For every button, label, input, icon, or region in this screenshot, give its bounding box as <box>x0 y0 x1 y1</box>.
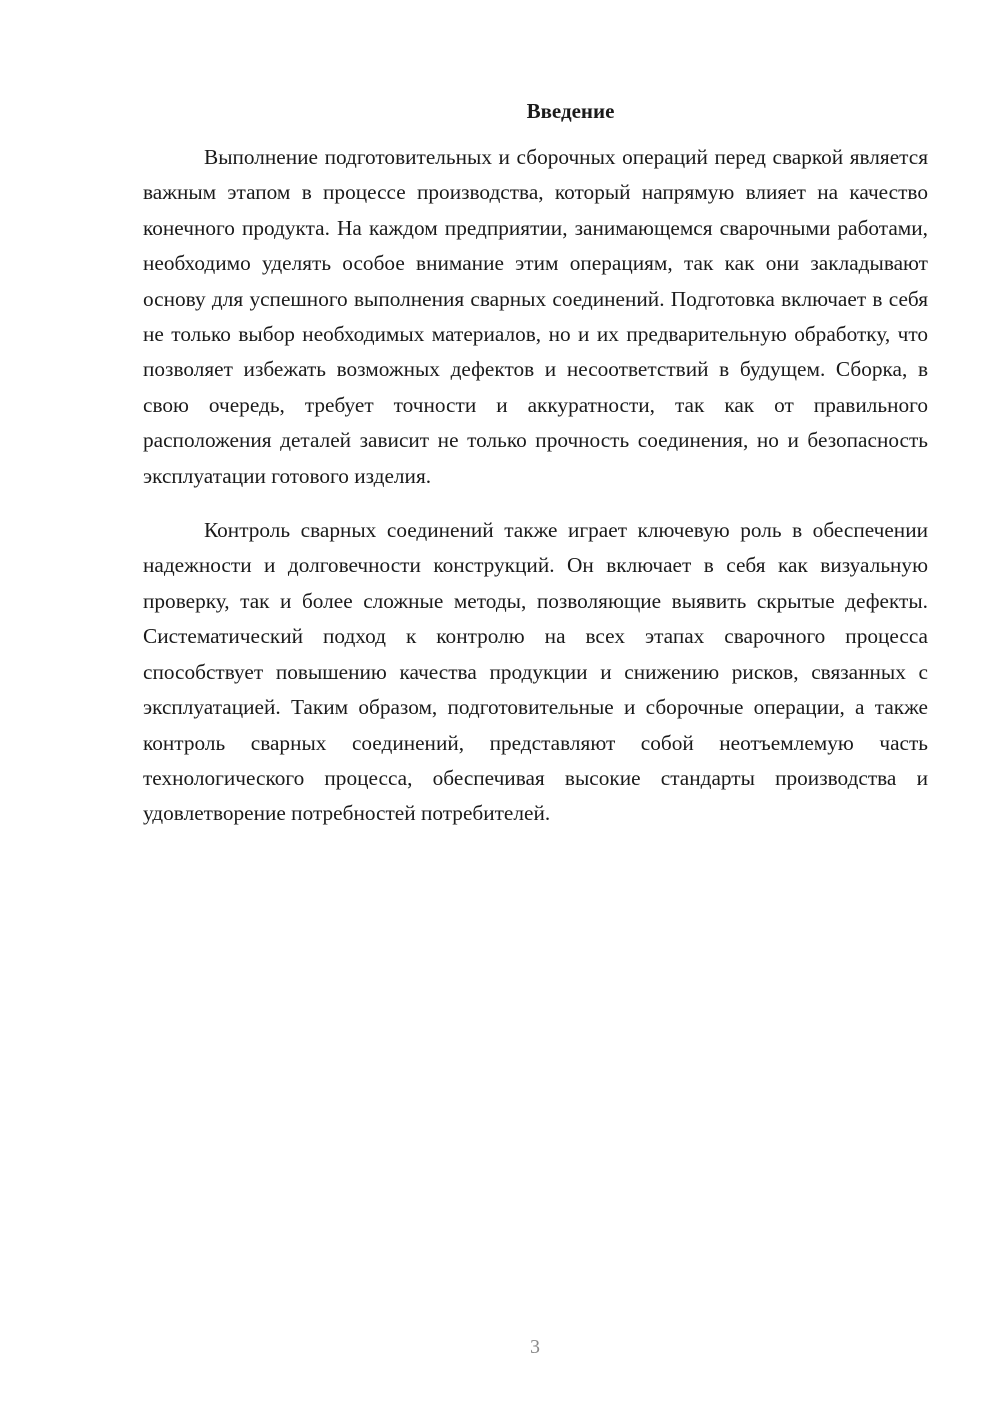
page-content <box>143 96 928 832</box>
section-title: Введение <box>526 99 615 123</box>
page-number: 3 <box>530 1336 540 1358</box>
paragraph-2: Контроль сварных соединений также играет ключевую роль в обеспечении надежности и долговечности конструкций. Он включает в себя как визуальную проверку, так и более сложные методы, позволяющие выявить скрытые дефекты. Систематический подход к контролю на всех этапах сварочного процесса способствует повышению качества продукции и снижению рисков, связанных с эксплуатацией. Таким образом, подготовительные и сборочные операции, а также контроль сварных соединений, представляют собой неотъемлемую часть технологического процесса, обеспечивая высокие стандарты производства и удовлетворение потребностей потребителей. <box>143 518 928 826</box>
paragraph-1: Выполнение подготовительных и сборочных операций перед сваркой является важным этапом в процессе производства, который напрямую влияет на качество конечного продукта. На каждом предприятии, занимающемся сварочными работами, необходимо уделять особое внимание этим операциям, так как они закладывают основу для успешного выполнения сварных соединений. Подготовка включает в себя не только выбор необходимых материалов, но и их предварительную обработку, что позволяет избежать возможных дефектов и несоответствий в будущем. Сборка, в свою очередь, требует точности и аккуратности, так как от правильного расположения деталей зависит не только прочность соединения, но и безопасность эксплуатации готового изделия. <box>143 145 928 488</box>
